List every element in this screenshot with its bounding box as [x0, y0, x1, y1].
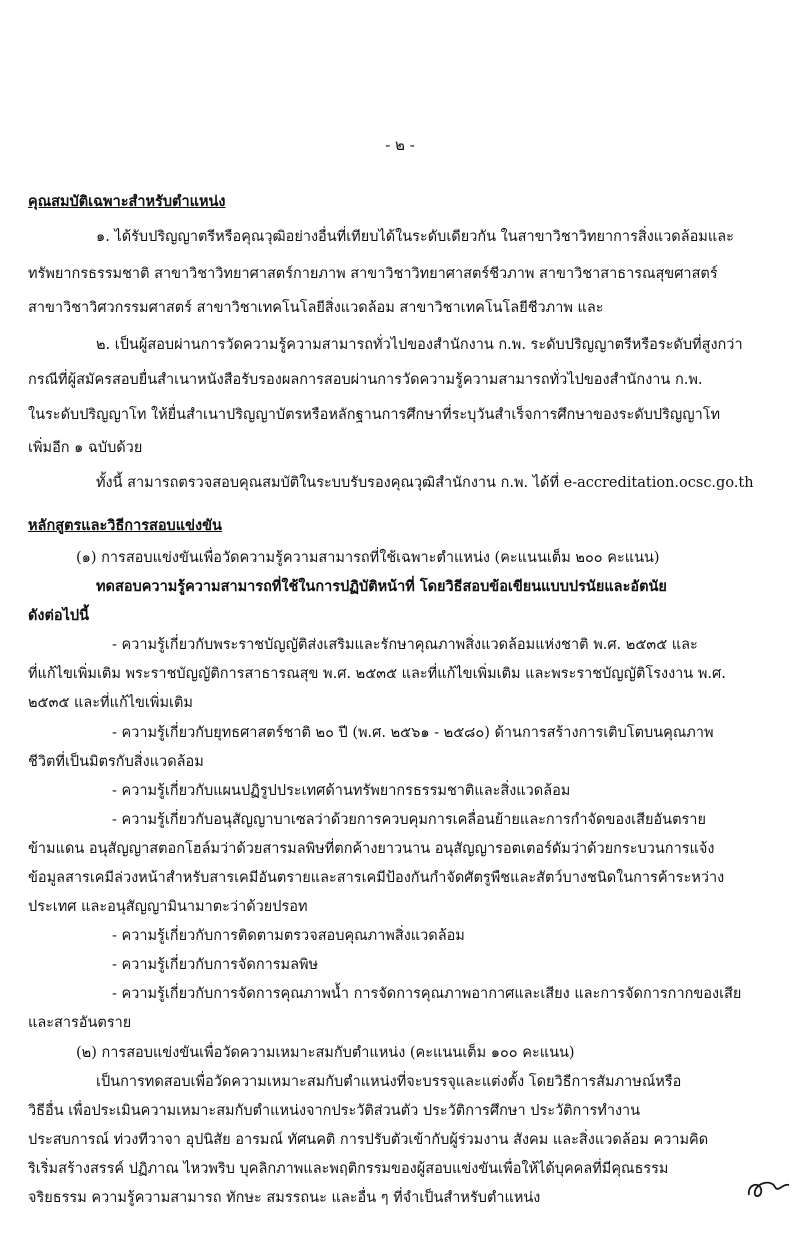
exam-topic-line: ข้อมูลสารเคมีล่วงหน้าสำหรับสารเคมีอันตรายและสารเคมีป้องกันกำจัดศัตรูพืชและสัตว์บางชนิดในการค้าระหว่าง [28, 870, 725, 886]
exam-topic-line: - ความรู้เกี่ยวกับการติดตามตรวจสอบคุณภาพสิ่งแวดล้อม [112, 928, 465, 944]
page-number: - ๒ - [385, 136, 415, 154]
exam-topic-line: ข้ามแดน อนุสัญญาสตอกโฮล์มว่าด้วยสารมลพิษที่ตกค้างยาวนาน อนุสัญญารอตเตอร์ดัมว่าด้วยกระบวนการแจ้ง [28, 841, 715, 857]
qualification-2-line: กรณีที่ผู้สมัครสอบยื่นสำเนาหนังสือรับรองผลการสอบผ่านการวัดความรู้ความสามารถทั่วไปของสำนักงาน ก.พ. [28, 372, 703, 388]
exam-topic-line: - ความรู้เกี่ยวกับยุทธศาสตร์ชาติ ๒๐ ปี (พ.ศ. ๒๕๖๑ - ๒๕๘๐) ด้านการสร้างการเติบโตบนคุณภาพ [112, 725, 714, 741]
exam-topic-line: - ความรู้เกี่ยวกับแผนปฏิรูปประเทศด้านทรัพยากรธรรมชาติและสิ่งแวดล้อม [112, 783, 571, 799]
qualification-2-line: เพิ่มอีก ๑ ฉบับด้วย [28, 440, 143, 456]
exam-topic-line: และสารอันตราย [28, 1015, 132, 1031]
exam-part-1-title: (๑) การสอบแข่งขันเพื่อวัดความรู้ความสามารถที่ใช้เฉพาะตำแหน่ง (คะแนนเต็ม ๒๐๐ คะแนน) [76, 550, 660, 566]
exam-part-1-intro: ทดสอบความรู้ความสามารถที่ใช้ในการปฏิบัติหน้าที่ โดยวิธีสอบข้อเขียนแบบปรนัยและอัตนัย [96, 578, 667, 595]
qualification-1-line: ๑. ได้รับปริญญาตรีหรือคุณวุฒิอย่างอื่นที่เทียบได้ในระดับเดียวกัน ในสาขาวิชาวิทยาการสิ่งแวดล้อมและ [96, 229, 734, 245]
qualification-2-line: ๒. เป็นผู้สอบผ่านการวัดความรู้ความสามารถทั่วไปของสำนักงาน ก.พ. ระดับปริญญาตรีหรือระดับที่สูงกว่า [96, 337, 743, 353]
qualification-1-line: สาขาวิชาวิศวกรรมศาสตร์ สาขาวิชาเทคโนโลยีสิ่งแวดล้อม สาขาวิชาเทคโนโลยีชีวภาพ และ [28, 300, 604, 316]
exam-part-1-intro: ดังต่อไปนี้ [28, 607, 90, 624]
exam-topic-line: - ความรู้เกี่ยวกับอนุสัญญาบาเซลว่าด้วยการควบคุมการเคลื่อนย้ายและการกำจัดของเสียอันตราย [112, 812, 706, 828]
qualifications-heading: คุณสมบัติเฉพาะสำหรับตำแหน่ง [28, 193, 226, 210]
exam-part-2-title: (๒) การสอบแข่งขันเพื่อวัดความเหมาะสมกับตำแหน่ง (คะแนนเต็ม ๑๐๐ คะแนน) [76, 1045, 575, 1061]
exam-part-2-line: ริเริ่มสร้างสรรค์ ปฏิภาณ ไหวพริบ บุคลิกภาพและพฤติกรรมของผู้สอบแข่งขันเพื่อให้ได้บุคคลที่มีคุณธรรม [28, 1161, 669, 1177]
exam-topic-line: ชีวิตที่เป็นมิตรกับสิ่งแวดล้อม [28, 754, 204, 770]
exam-topic-line: ๒๕๓๕ และที่แก้ไขเพิ่มเติม [28, 695, 193, 711]
qualification-1-line: ทรัพยากรธรรมชาติ สาขาวิชาวิทยาศาสตร์กายภาพ สาขาวิชาวิทยาศาสตร์ชีวภาพ สาขาวิชาสาธารณสุขศาสตร์ [28, 266, 718, 282]
accreditation-note: ทั้งนี้ สามารถตรวจสอบคุณสมบัติในระบบรับรองคุณวุฒิสำนักงาน ก.พ. ได้ที่ e-accreditation.ocsc.go.th [96, 475, 754, 491]
exam-part-2-line: เป็นการทดสอบเพื่อวัดความเหมาะสมกับตำแหน่งที่จะบรรจุและแต่งตั้ง โดยวิธีการสัมภาษณ์หรือ [96, 1074, 682, 1090]
exam-topic-line: ประเทศ และอนุสัญญามินามาตะว่าด้วยปรอท [28, 899, 308, 915]
exam-heading: หลักสูตรและวิธีการสอบแข่งขัน [28, 517, 222, 534]
exam-part-2-line: วิธีอื่น เพื่อประเมินความเหมาะสมกับตำแหน่งจากประวัติส่วนตัว ประวัติการศึกษา ประวัติการทำงาน [28, 1103, 641, 1119]
handwritten-initials [745, 1175, 793, 1203]
qualification-2-line: ในระดับปริญญาโท ให้ยื่นสำเนาปริญญาบัตรหรือหลักฐานการศึกษาที่ระบุวันสำเร็จการศึกษาของระดับปริญญาโท [28, 407, 721, 423]
exam-topic-line: - ความรู้เกี่ยวกับการจัดการคุณภาพน้ำ การจัดการคุณภาพอากาศและเสียง และการจัดการกากของเสีย [112, 986, 742, 1002]
exam-part-2-line: ประสบการณ์ ท่วงทีวาจา อุปนิสัย อารมณ์ ทัศนคติ การปรับตัวเข้ากับผู้ร่วมงาน สังคม และสิ่งแวดล้อม ความคิด [28, 1132, 709, 1148]
exam-part-2-line: จริยธรรม ความรู้ความสามารถ ทักษะ สมรรถนะ และอื่น ๆ ที่จำเป็นสำหรับตำแหน่ง [28, 1190, 541, 1206]
exam-topic-line: - ความรู้เกี่ยวกับการจัดการมลพิษ [112, 957, 319, 973]
exam-topic-line: - ความรู้เกี่ยวกับพระราชบัญญัติส่งเสริมและรักษาคุณภาพสิ่งแวดล้อมแห่งชาติ พ.ศ. ๒๕๓๕ และ [112, 637, 698, 653]
exam-topic-line: ที่แก้ไขเพิ่มเติม พระราชบัญญัติการสาธารณสุข พ.ศ. ๒๕๓๕ และที่แก้ไขเพิ่มเติม และพระราชบัญญัติโรงงาน พ.ศ. [28, 666, 726, 682]
